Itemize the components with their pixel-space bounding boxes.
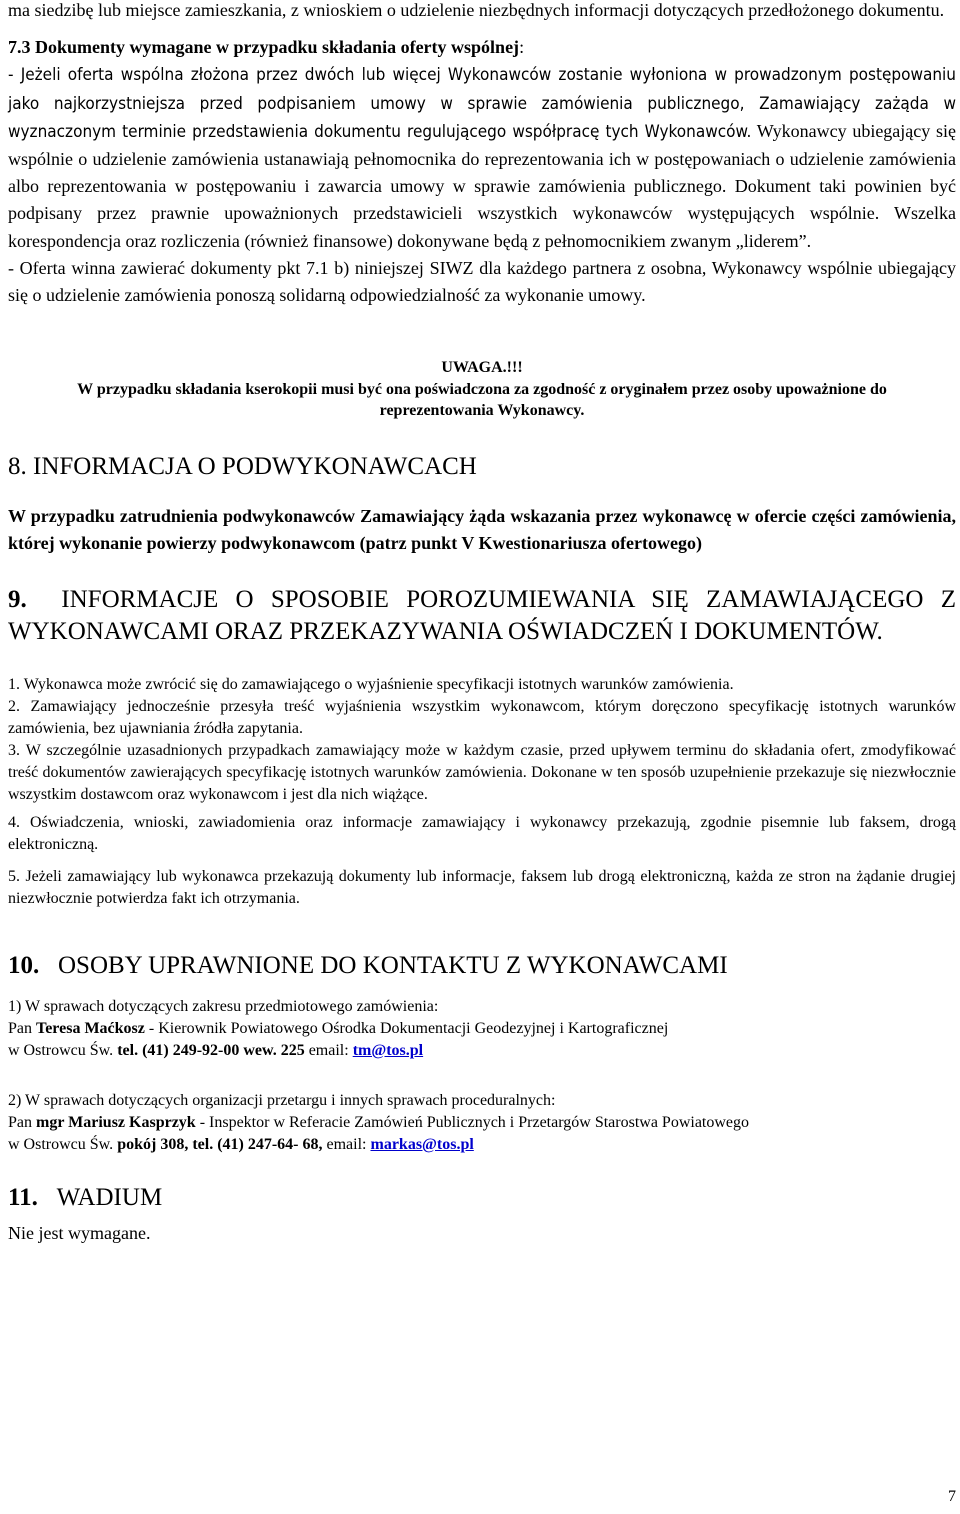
contact-2-intro: 2) W sprawach dotyczących organizacji przetargu i innych sprawach proceduralnych: xyxy=(8,1091,556,1109)
section-9-heading: 9. INFORMACJE O SPOSOBIE POROZUMIEWANIA SIĘ ZAMAWIAJĄCEGO Z WYKONAWCAMI ORAZ PRZEKAZYWANIA OŚWIADCZEŃ I DOKUMENTÓW. xyxy=(8,585,957,645)
joint-offer-text-b: Wykonawcy ubiegający się wspólnie o udzielenie zamówienia ustanawiają pełnomocnika do reprezentowania ich w postępowaniach o udzielenie zamówienia albo reprezentowania w postępowaniu i zawarcia umowy w sprawie zamówienia publicznego. Dokument taki powinien być podpisany przez prawnie upoważnionych przedstawicieli wszystkich wykonawców występujących wspólnie. Wszelka korespondencja oraz rozliczenia (również finansowe) dokonywane będą z pełnomocnikiem zwanym „liderem”. xyxy=(8,120,956,251)
list-item: 4. Oświadczenia, wnioski, zawiadomienia oraz informacje zamawiający i wykonawcy przekazują, zgodnie pisemnie lub faksem, drogą elektroniczną. xyxy=(8,813,956,853)
list-item: 3. W szczególnie uzasadnionych przypadkach zamawiający może w każdym czasie, przed upływem terminu do składania ofert, zmodyfikować treść dokumentów zawierających specyfikację istotnych warunków zamówienia. Dokonane w ten sposób uzupełnienie przekazuje się niezwłocznie wszystkim dostawcom oraz wykonawcom i jest dla nich wiążące. xyxy=(8,741,956,803)
contact-1-person: Pan Teresa Maćkosz - Kierownik Powiatowego Ośrodka Dokumentacji Geodezyjnej i Kartograficznej xyxy=(8,1019,669,1037)
joint-offer-paragraph xyxy=(8,61,956,254)
contact-1-intro: 1) W sprawach dotyczących zakresu przedmiotowego zamówienia: xyxy=(8,997,439,1015)
contact-2-name: mgr Mariusz Kasprzyk xyxy=(36,1113,196,1131)
section-11-text: Nie jest wymagane. xyxy=(8,1222,151,1243)
joint-offer-text-a: - Jeżeli oferta wspólna złożona przez dwóch lub więcej Wykonawców zostanie wyłoniona w prowadzonym postępowaniu jako najkorzystniejsza przed podpisaniem umowy w sprawie zamówienia publicznego, Zamawiający zażąda w wyznaczonym terminie przedstawienia dokumentu regulującego współpracę tych Wykonawców. xyxy=(8,65,956,142)
contact-1-details: w Ostrowcu Św. tel. (41) 249-92-00 wew. 225 email: tm@tos.pl xyxy=(8,1041,424,1059)
uwaga-text: W przypadku składania kserokopii musi być ona poświadczona za zgodność z oryginałem przez osoby upoważnione do reprezentowania Wykonawcy. xyxy=(77,381,887,420)
contact-2-details: w Ostrowcu Św. pokój 308, tel. (41) 247-64- 68, email: markas@tos.pl xyxy=(8,1135,474,1153)
contact-2-email-link[interactable]: markas@tos.pl xyxy=(370,1135,474,1153)
intro-paragraph: ma siedzibę lub miejsce zamieszkania, z wnioskiem o udzielenie niezbędnych informacji dotyczących przedłożonego dokumentu. xyxy=(8,0,945,20)
section-7-3-title: 7.3 Dokumenty wymagane w przypadku składania oferty wspólnej xyxy=(8,37,520,58)
section-9-list xyxy=(8,674,956,910)
section-10-heading: 10. OSOBY UPRAWNIONE DO KONTAKTU Z WYKONAWCAMI xyxy=(8,951,728,979)
section-8-text: W przypadku zatrudnienia podwykonawców Zamawiający żąda wskazania przez wykonawcę w ofercie części zamówienia, której wykonanie powierzy podwykonawcom (patrz punkt V Kwestionariusza ofertowego) xyxy=(8,506,956,554)
contact-1-email-link[interactable]: tm@tos.pl xyxy=(352,1041,424,1059)
contact-2 xyxy=(8,1090,956,1156)
page-number: 7 xyxy=(948,1488,956,1505)
list-item: 2. Zamawiający jednocześnie przesyła treść wyjaśnienia wszystkim wykonawcom, którym doręczono specyfikację istotnych warunków zamówienia, bez ujawniania źródła zapytania. xyxy=(8,697,956,737)
contact-1-name: Teresa Maćkosz xyxy=(36,1019,145,1037)
contact-1 xyxy=(8,996,956,1062)
list-item: 1. Wykonawca może zwrócić się do zamawiającego o wyjaśnienie specyfikacji istotnych warunków zamówienia. xyxy=(8,675,734,693)
contact-2-person: Pan mgr Mariusz Kasprzyk - Inspektor w Referacie Zamówień Publicznych i Przetargów Starostwa Powiatowego xyxy=(8,1113,750,1131)
offer-docs-paragraph: - Oferta winna zawierać dokumenty pkt 7.1 b) niniejszej SIWZ dla każdego partnera z osobna, Wykonawcy wspólnie ubiegający się o udzielenie zamówienia ponoszą solidarną odpowiedzialność za wykonanie umowy. xyxy=(8,257,956,306)
document-page xyxy=(8,0,956,1247)
uwaga-title: UWAGA.!!! xyxy=(441,359,523,377)
section-7-3-heading: 7.3 Dokumenty wymagane w przypadku składania oferty wspólnej: xyxy=(8,37,525,58)
section-8-heading: 8. INFORMACJA O PODWYKONAWCACH xyxy=(8,453,477,481)
section-11-heading: 11. WADIUM xyxy=(8,1183,163,1211)
list-item: 5. Jeżeli zamawiający lub wykonawca przekazują dokumenty lub informacje, faksem lub drogą elektroniczną, każda ze stron na żądanie drugiej niezwłocznie potwierdza fakt ich otrzymania. xyxy=(8,867,956,907)
